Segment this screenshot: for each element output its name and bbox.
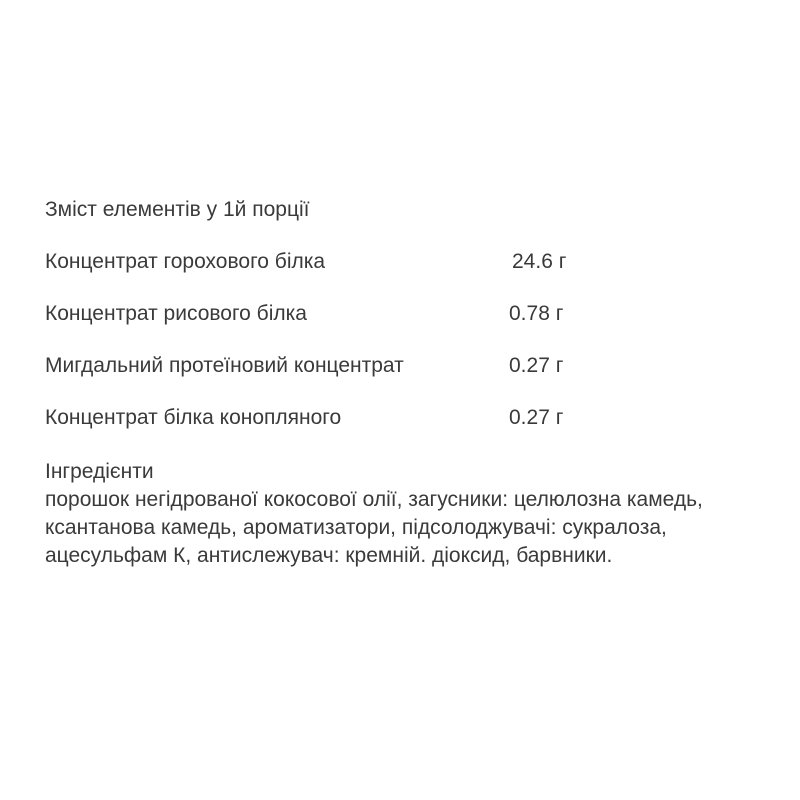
nutrient-name: Концентрат рисового білка (45, 302, 307, 325)
nutrient-amount: 0.78 г (509, 302, 564, 325)
nutrient-amount: 0.27 г (509, 406, 564, 429)
nutrient-amount: 24.6 г (512, 250, 567, 273)
nutrient-row (45, 404, 665, 456)
nutrient-name: Концентрат білка конопляного (45, 406, 342, 429)
nutrient-row (45, 300, 665, 352)
nutrient-row (45, 248, 665, 300)
nutrient-row (45, 352, 665, 404)
ingredients-title: Інгредієнти (45, 460, 154, 483)
nutrition-document (45, 0, 785, 800)
nutrient-table (45, 248, 665, 456)
ingredients-text: порошок негідрованої кокосової олії, загусники: целюлозна камедь, ксантанова камедь, ароматизатори, підсолоджувачі: сукралоза, ацесульфам К, антислежувач: кремній. діоксид, барвники. (45, 488, 703, 567)
serving-contents-heading: Зміст елементів у 1й порції (45, 198, 310, 221)
nutrient-amount: 0.27 г (509, 354, 564, 377)
nutrient-name: Мигдальний протеїновий концентрат (45, 354, 404, 377)
ingredients-section (45, 458, 780, 570)
nutrient-name: Концентрат горохового білка (45, 250, 326, 273)
